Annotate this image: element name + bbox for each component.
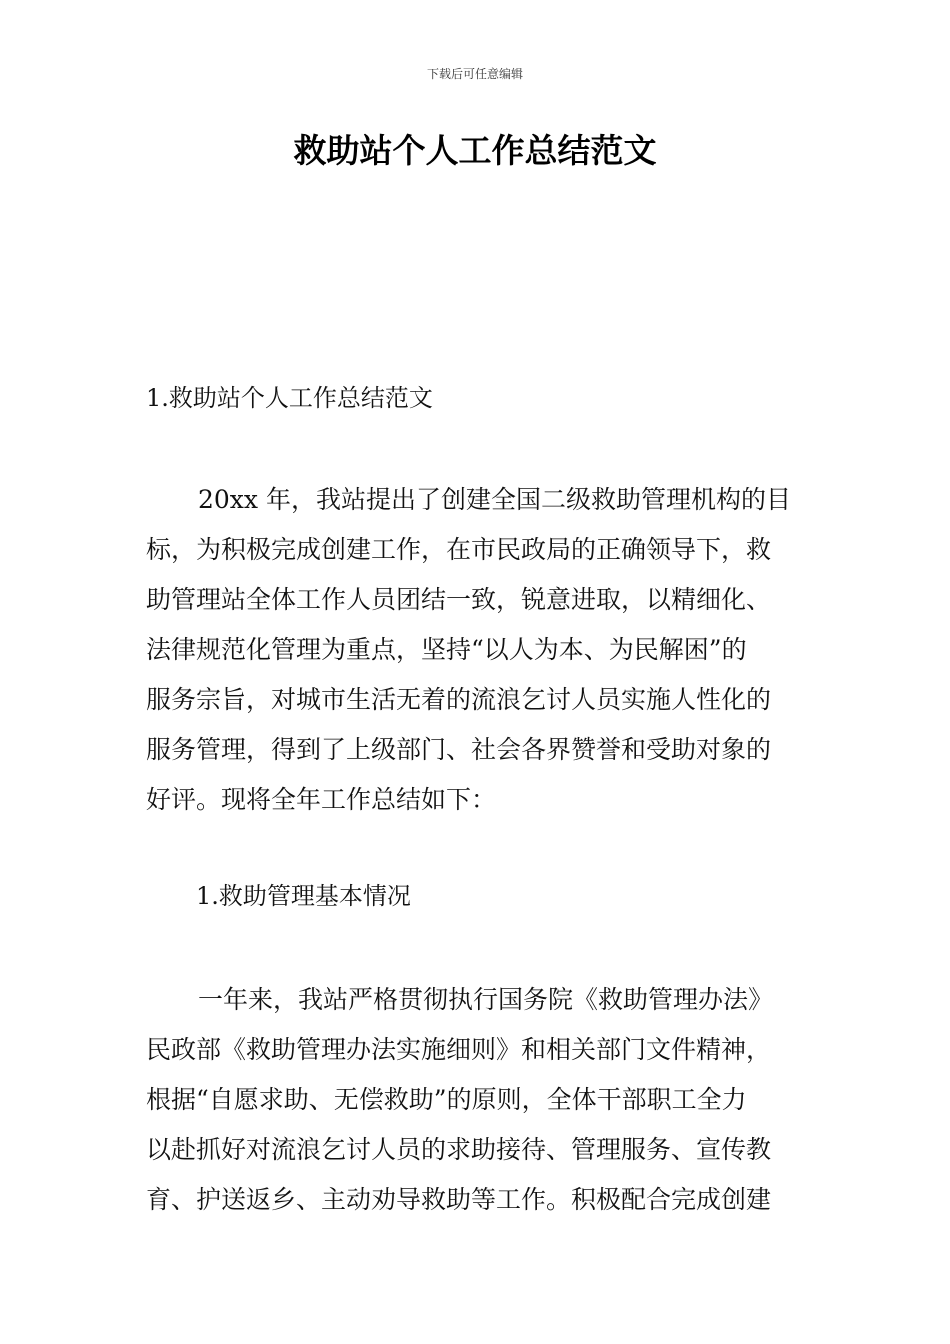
body-paragraph xyxy=(146,975,808,1225)
paragraph-line: 好评。现将全年工作总结如下： xyxy=(146,785,497,814)
subsection-heading: 1.救助管理基本情况 xyxy=(196,882,411,910)
paragraph-line: 以赴抓好对流浪乞讨人员的求助接待、管理服务、宣传教 xyxy=(146,1135,772,1164)
paragraph-line: 根据“自愿求助、无偿救助”的原则，全体干部职工全力 xyxy=(146,1085,747,1114)
document-title: 救助站个人工作总结范文 xyxy=(293,131,657,170)
paragraph-line: 助管理站全体工作人员团结一致，锐意进取，以精细化、 xyxy=(146,585,772,614)
page-header-note: 下载后可任意编辑 xyxy=(426,67,523,81)
intro-paragraph xyxy=(146,475,808,825)
paragraph-line: 服务管理，得到了上级部门、社会各界赞誉和受助对象的 xyxy=(146,735,772,764)
section-heading: 1.救助站个人工作总结范文 xyxy=(146,384,433,412)
paragraph-line: 服务宗旨，对城市生活无着的流浪乞讨人员实施人性化的 xyxy=(146,685,772,714)
paragraph-line: 法律规范化管理为重点，坚持“以人为本、为民解困”的 xyxy=(146,635,747,664)
paragraph-line: 民政部《救助管理办法实施细则》和相关部门文件精神， xyxy=(146,1035,772,1064)
paragraph-line: 一年来，我站严格贯彻执行国务院《救助管理办法》 xyxy=(198,985,774,1014)
paragraph-line: 20xx 年，我站提出了创建全国二级救助管理机构的目 xyxy=(198,485,791,514)
paragraph-line: 标，为积极完成创建工作，在市民政局的正确领导下，救 xyxy=(146,535,772,564)
paragraph-line: 育、护送返乡、主动劝导救助等工作。积极配合完成创建 xyxy=(146,1185,772,1214)
